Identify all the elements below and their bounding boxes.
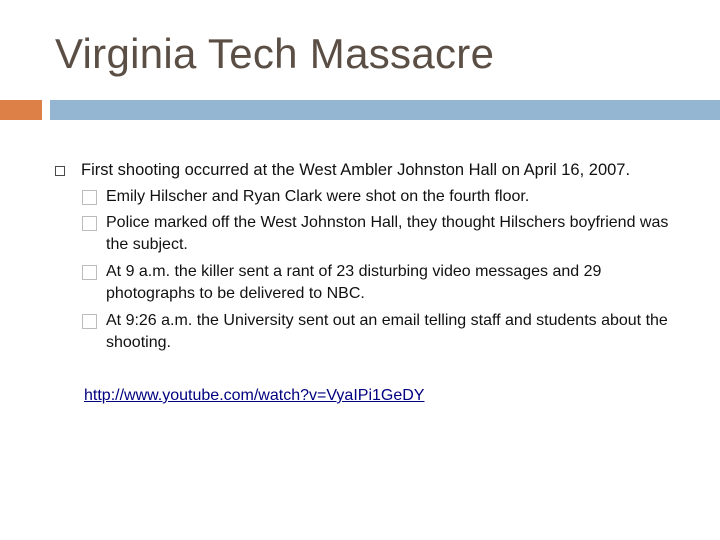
sub-bullet-box-icon <box>82 265 97 280</box>
title-underline-band <box>50 100 720 120</box>
youtube-link[interactable]: http://www.youtube.com/watch?v=VyaIPi1GeDY <box>84 387 425 404</box>
accent-bar <box>0 100 42 120</box>
sub-bullet-text: Emily Hilscher and Ryan Clark were shot on the fourth floor. <box>106 188 530 205</box>
sub-bullet-text: At 9 a.m. the killer sent a rant of 23 disturbing video messages and 29 photographs to be delivered to NBC. <box>106 263 602 302</box>
bullet-square-icon <box>55 166 65 176</box>
sub-bullet-text: At 9:26 a.m. the University sent out an email telling staff and students about the shooting. <box>106 312 668 351</box>
main-bullet-text: First shooting occurred at the West Ambler Johnston Hall on April 16, 2007. <box>81 161 631 179</box>
sub-bullet-text: Police marked off the West Johnston Hall, they thought Hilschers boyfriend was the subject. <box>106 214 669 253</box>
slide-title: Virginia Tech Massacre <box>55 30 495 77</box>
sub-bullet-box-icon <box>82 190 97 205</box>
sub-bullet-box-icon <box>82 216 97 231</box>
sub-bullet-box-icon <box>82 314 97 329</box>
